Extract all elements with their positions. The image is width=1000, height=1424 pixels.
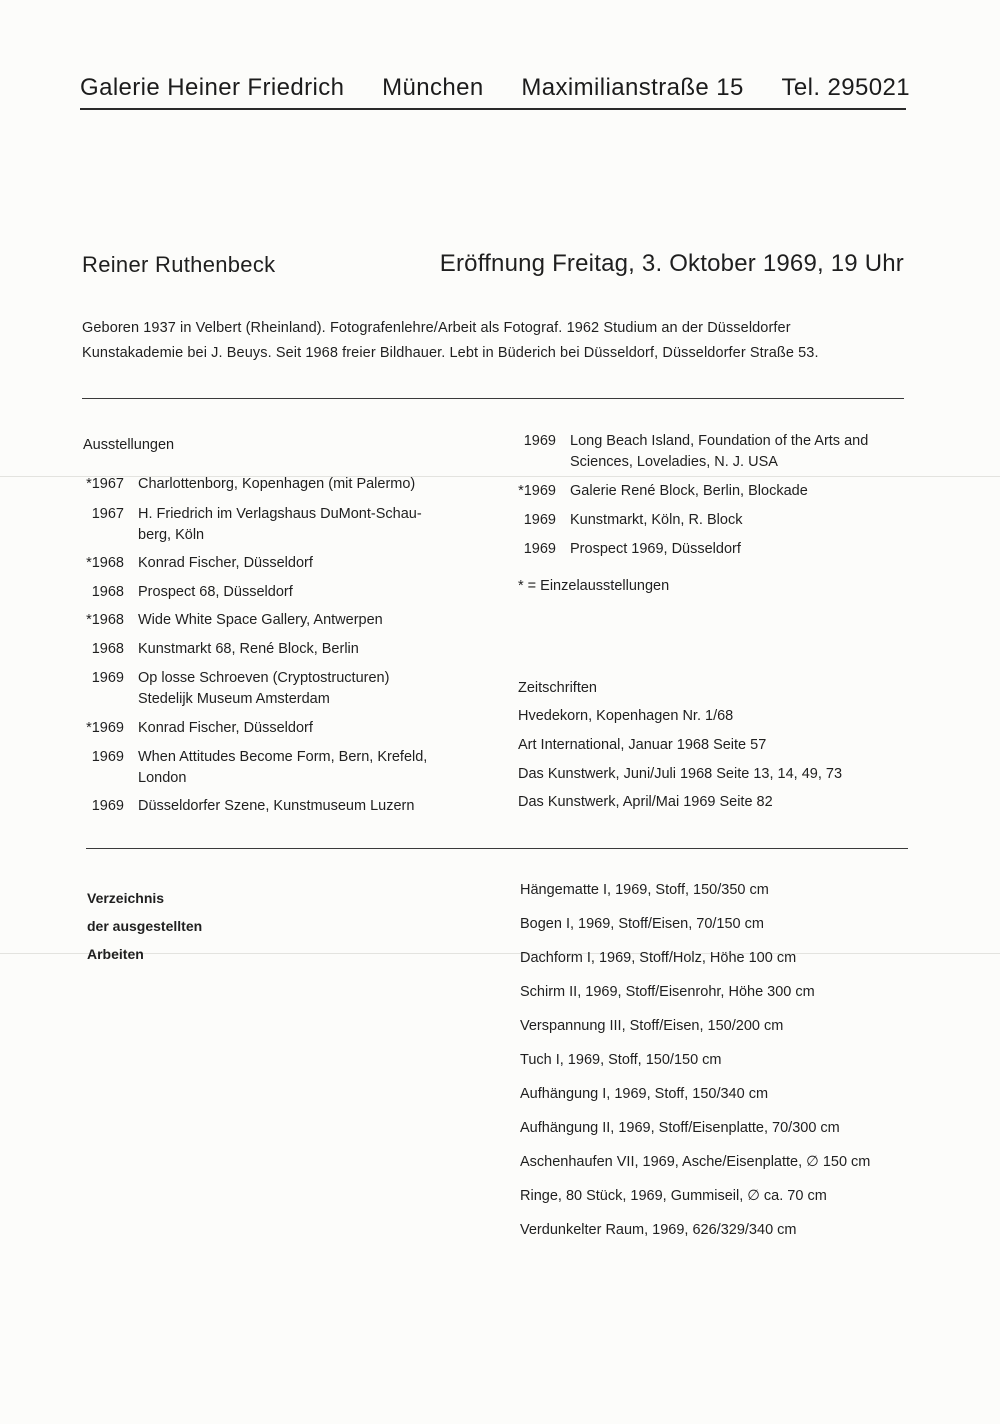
exhibition-text: Düsseldorfer Szene, Kunstmuseum Luzern [138,798,415,814]
opening-date: Eröffnung Freitag, 3. Oktober 1969, 19 Uhr [439,250,904,277]
artist-bio [82,316,922,366]
gallery-phone: Tel. 295021 [781,74,910,101]
work-item: Aufhängung I, 1969, Stoff, 150/340 cm [520,1086,769,1102]
exhibition-year: 1969 [523,433,556,449]
works-heading: Verzeichnis der ausgestellten Arbeiten [87,890,203,962]
letterhead-rule [80,108,906,110]
exhibition-text: Op losse Schroeven (Cryptostructuren) Stedelijk Museum Amsterdam [138,670,390,707]
magazine-item: Art International, Januar 1968 Seite 57 [518,737,767,753]
exhibition-year: 1969 [523,512,556,528]
work-item: Tuch I, 1969, Stoff, 150/150 cm [520,1052,722,1068]
exhibition-text: Charlottenborg, Kopenhagen (mit Palermo) [138,476,416,492]
exhibition-year: 1968 [91,584,124,600]
exhibition-text: Kunstmarkt, Köln, R. Block [570,512,743,528]
work-item: Verdunkelter Raum, 1969, 626/329/340 cm [520,1222,797,1238]
exhibition-text: Long Beach Island, Foundation of the Arts and Sciences, Loveladies, N. J. USA [570,433,869,470]
exhibition-item [506,539,915,560]
gallery-address: Maximilianstraße 15 [521,74,744,101]
exhibition-year: *1968 [86,612,124,628]
exhibition-item [506,431,915,473]
artist-name: Reiner Ruthenbeck [82,252,276,277]
gallery-city: München [382,74,484,101]
exhibition-year: *1969 [86,720,124,736]
exhibition-text: Prospect 1969, Düsseldorf [570,541,741,557]
work-item: Verspannung III, Stoff/Eisen, 150/200 cm [520,1018,784,1034]
work-item: Ringe, 80 Stück, 1969, Gummiseil, ∅ ca. 70 cm [520,1188,827,1204]
exhibitions-title: Ausstellungen [83,437,175,453]
exhibition-item [74,474,478,495]
exhibition-text: Wide White Space Gallery, Antwerpen [138,612,383,628]
work-item: Bogen I, 1969, Stoff/Eisen, 70/150 cm [520,916,764,932]
solo-exhibition-legend: * = Einzelausstellungen [518,578,670,594]
exhibition-text: Konrad Fischer, Düsseldorf [138,555,313,571]
section-divider [82,398,904,399]
exhibition-item [74,796,478,817]
exhibition-text: Galerie René Block, Berlin, Blockade [570,483,808,499]
bio-line: Kunstakademie bei J. Beuys. Seit 1968 freier Bildhauer. Lebt in Büderich bei Düsseldorf, Düsseldorfer Straße 53. [82,345,819,361]
exhibition-year: 1969 [91,798,124,814]
exhibition-item [74,668,478,710]
work-item: Hängematte I, 1969, Stoff, 150/350 cm [520,882,769,898]
magazine-item: Hvedekorn, Kopenhagen Nr. 1/68 [518,708,734,724]
exhibition-text: Prospect 68, Düsseldorf [138,584,293,600]
exhibition-year: 1969 [91,749,124,765]
exhibition-item [74,639,478,660]
exhibition-item [74,504,478,546]
exhibition-year: 1969 [523,541,556,557]
magazines-title: Zeitschriften [518,680,597,696]
exhibition-item [506,481,915,502]
exhibition-item [74,582,478,603]
magazine-item: Das Kunstwerk, April/Mai 1969 Seite 82 [518,794,773,810]
magazine-item: Das Kunstwerk, Juni/Juli 1968 Seite 13, 14, 49, 73 [518,766,843,782]
exhibition-year: *1969 [518,483,556,499]
exhibition-year: 1969 [91,670,124,686]
work-item: Dachform I, 1969, Stoff/Holz, Höhe 100 cm [520,950,797,966]
exhibition-item [74,747,478,789]
work-item: Aufhängung II, 1969, Stoff/Eisenplatte, 70/300 cm [520,1120,840,1136]
bio-line: Geboren 1937 in Velbert (Rheinland). Fotografenlehre/Arbeit als Fotograf. 1962 Studium an der Düsseldorfer [82,320,791,336]
exhibition-text: Kunstmarkt 68, René Block, Berlin [138,641,359,657]
exhibition-year: *1967 [86,476,124,492]
work-item: Schirm II, 1969, Stoff/Eisenrohr, Höhe 300 cm [520,984,815,1000]
exhibition-year: 1968 [91,641,124,657]
gallery-name: Galerie Heiner Friedrich [80,74,345,101]
exhibition-item [74,610,478,631]
exhibition-text: Konrad Fischer, Düsseldorf [138,720,313,736]
exhibition-item [74,553,478,574]
exhibition-text: H. Friedrich im Verlagshaus DuMont-Schau- berg, Köln [138,506,422,543]
exhibition-item [506,510,915,531]
section-divider [86,848,908,849]
exhibition-text: When Attitudes Become Form, Bern, Krefeld, London [138,749,428,786]
exhibition-year: 1967 [91,506,124,522]
exhibition-item [74,718,478,739]
work-item: Aschenhaufen VII, 1969, Asche/Eisenplatte, ∅ 150 cm [520,1154,871,1170]
exhibition-year: *1968 [86,555,124,571]
